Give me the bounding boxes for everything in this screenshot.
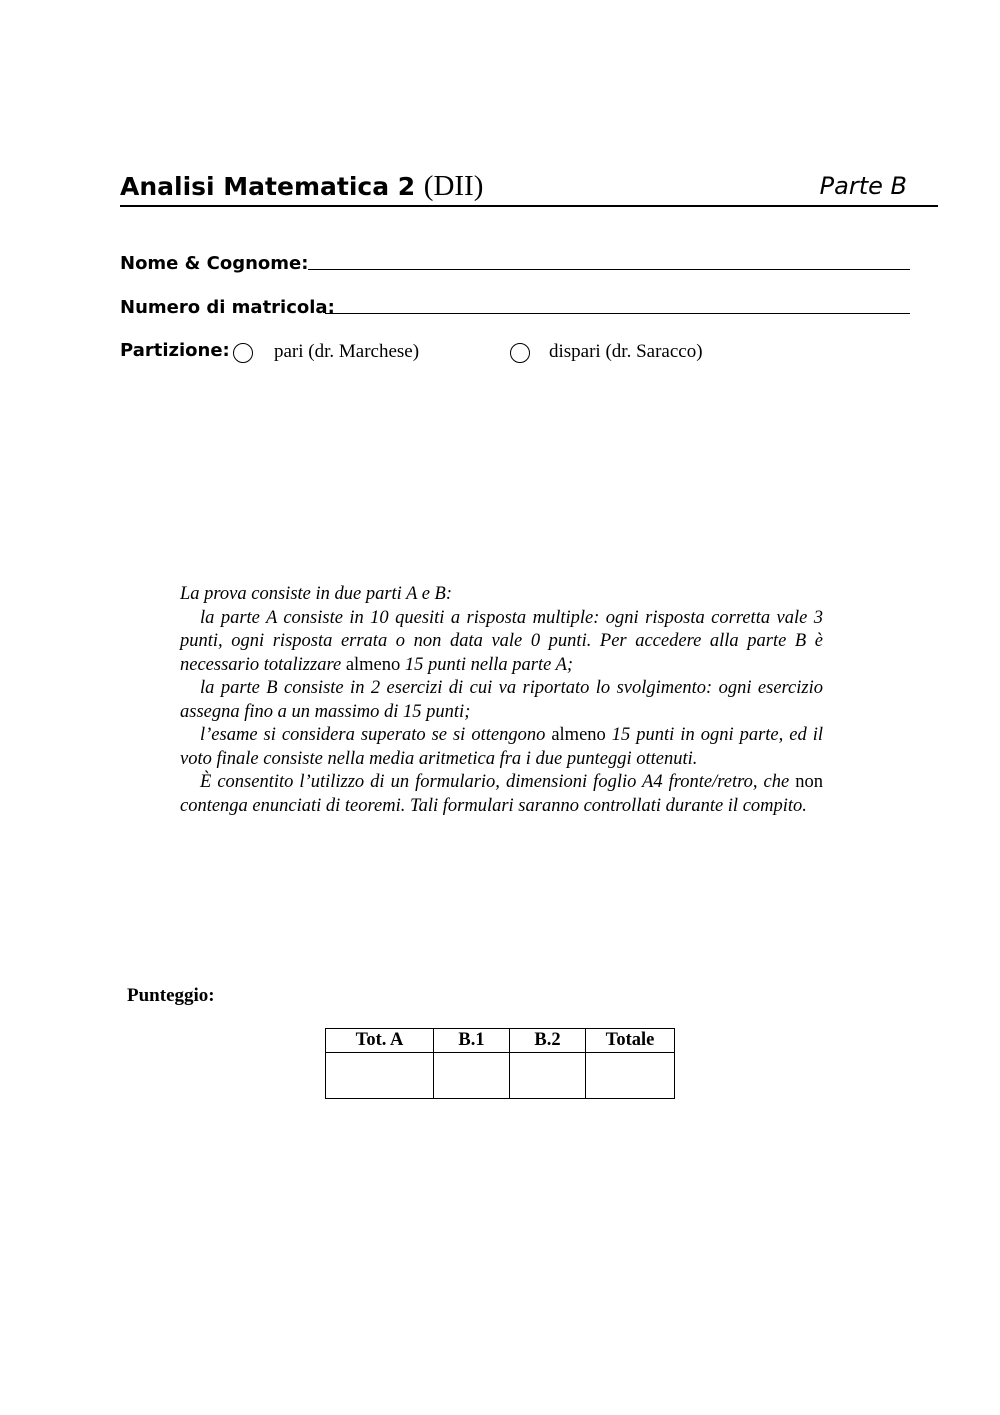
instructions-pass [180,724,823,771]
part-a-text-2: 15 punti nella parte A; [404,654,574,675]
title-main: Analisi Matematica 2 [120,172,416,201]
part-label: Parte B [819,172,907,200]
part-a-text-1: la parte A consiste in 10 quesiti a risposta multiple: ogni risposta corretta vale 3 punti, ogni risposta errata o non data vale 0 punti. Per accedere alla parte B è necessario totalizzare [180,607,823,675]
matricola-field-row [120,297,910,323]
instructions-part-a [180,607,823,678]
pass-text-1: l’esame si considera superato se si ottengono [200,725,546,745]
score-value-row [326,1053,675,1099]
instructions-block [180,583,823,818]
instructions-part-b: la parte B consiste in 2 esercizi di cui va riportato lo svolgimento: ogni esercizio assegna fino a un massimo di 15 punti; [180,678,823,722]
matricola-input-line[interactable] [325,313,910,314]
matricola-label: Numero di matricola: [120,297,335,318]
partition-row [120,340,820,366]
score-cell-tot-a[interactable] [326,1053,434,1099]
score-header-tot-a: Tot. A [326,1029,434,1053]
name-label: Nome & Cognome: [120,253,309,274]
formulary-text-1: È consentito l’utilizzo di un formulario, dimensioni foglio A4 fronte/retro, che [200,772,790,792]
formulary-text-2: contenga enunciati di teoremi. Tali formulari saranno controllati durante il compito. [180,795,807,816]
score-label: Punteggio: [127,985,215,1006]
option-pari-label: pari (dr. Marchese) [274,341,420,362]
pass-almeno: almeno [551,725,606,745]
score-header-b2: B.2 [510,1029,586,1053]
name-field-row [120,253,910,279]
page-header [120,168,938,208]
radio-pari[interactable] [233,343,253,363]
header-rule [120,205,938,207]
score-cell-b2[interactable] [510,1053,586,1099]
option-dispari-label: dispari (dr. Saracco) [549,341,703,362]
pass-text-2: 15 punti in ogni parte, ed il voto finale consiste nella media aritmetica fra i due punteggi ottenuti. [180,725,824,769]
score-table [325,1028,675,1099]
instructions-intro: La prova consiste in due parti A e B: [180,584,452,604]
title-course-code: (DII) [423,170,484,202]
score-header-totale: Totale [586,1029,675,1053]
score-header-b1: B.1 [434,1029,510,1053]
name-input-line[interactable] [308,269,910,270]
radio-dispari[interactable] [510,343,530,363]
formulary-non: non [795,772,823,792]
score-cell-totale[interactable] [586,1053,675,1099]
instructions-formulary [180,771,823,818]
page-title [120,170,483,203]
part-a-almeno: almeno [345,654,401,675]
score-header-row [326,1029,675,1053]
partition-label: Partizione: [120,340,230,361]
score-cell-b1[interactable] [434,1053,510,1099]
